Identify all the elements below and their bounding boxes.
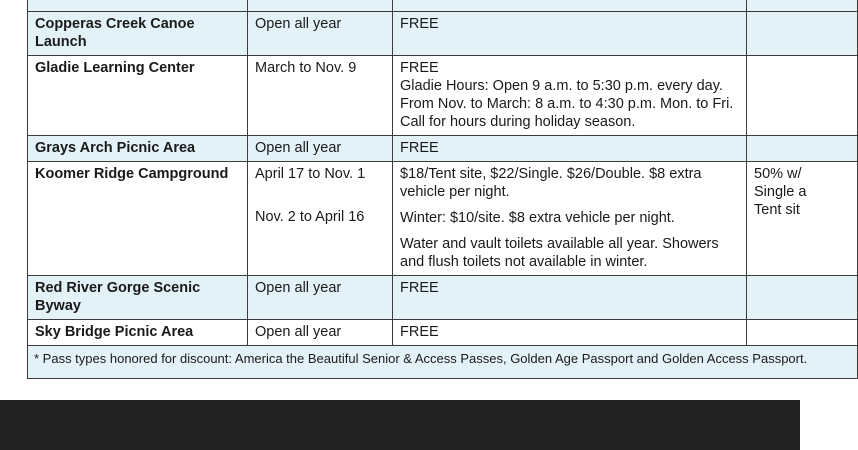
discount-line: Single a [754, 184, 807, 200]
table-row [28, 276, 858, 320]
discount-cell [747, 0, 858, 12]
discount-cell [747, 136, 858, 162]
fees-cell [393, 0, 747, 12]
season-cell: Open all year [248, 276, 393, 320]
season-cell: March to Nov. 9 [248, 56, 393, 136]
discount-cell [747, 162, 858, 276]
fees-line: FREE [400, 60, 439, 76]
table-row [28, 136, 858, 162]
season-line: April 17 to Nov. 1 [255, 166, 366, 182]
fees-line: $18/Tent site, $22/Single. $26/Double. $8 extra vehicle per night. [400, 166, 702, 200]
fees-line: From Nov. to March: 8 a.m. to 4:30 p.m. Mon. to Fri. [400, 96, 734, 112]
fees-table [27, 0, 858, 379]
fees-cell: FREE [393, 12, 747, 56]
discount-cell [747, 320, 858, 346]
table-row [28, 0, 858, 12]
season-cell [248, 162, 393, 276]
fees-cell [393, 162, 747, 276]
fees-cell [393, 56, 747, 136]
site-name: Copperas Creek Canoe Launch [28, 12, 248, 56]
site-name: Sky Bridge Picnic Area [28, 320, 248, 346]
table-row [28, 346, 858, 379]
season-cell: Open all year [248, 136, 393, 162]
bottom-dark-bar [0, 400, 800, 450]
season-cell: Open all year [248, 320, 393, 346]
season-cell [248, 0, 393, 12]
fees-line: Winter: $10/site. $8 extra vehicle per night. [400, 210, 675, 226]
discount-cell [747, 12, 858, 56]
table-row [28, 320, 858, 346]
discount-cell [747, 276, 858, 320]
fees-line: Water and vault toilets available all year. Showers and flush toilets not available in winter. [400, 236, 719, 270]
table-row [28, 56, 858, 136]
site-name: Grays Arch Picnic Area [28, 136, 248, 162]
fees-cell: FREE [393, 320, 747, 346]
discount-cell [747, 56, 858, 136]
fees-line: Call for hours during holiday season. [400, 114, 636, 130]
fees-cell: FREE [393, 276, 747, 320]
season-cell: Open all year [248, 12, 393, 56]
table-footnote: * Pass types honored for discount: America the Beautiful Senior & Access Passes, Golden Age Passport and Golden Access Passport. [28, 346, 858, 379]
site-name: Koomer Ridge Campground [28, 162, 248, 276]
fees-line: Gladie Hours: Open 9 a.m. to 5:30 p.m. every day. [400, 78, 723, 94]
site-name: Red River Gorge Scenic Byway [28, 276, 248, 320]
season-line: Nov. 2 to April 16 [255, 209, 365, 225]
site-name: Gladie Learning Center [28, 56, 248, 136]
discount-line: 50% w/ [754, 166, 802, 182]
table-row [28, 12, 858, 56]
table-row [28, 162, 858, 276]
site-name [28, 0, 248, 12]
fees-cell: FREE [393, 136, 747, 162]
discount-line: Tent sit [754, 202, 800, 218]
